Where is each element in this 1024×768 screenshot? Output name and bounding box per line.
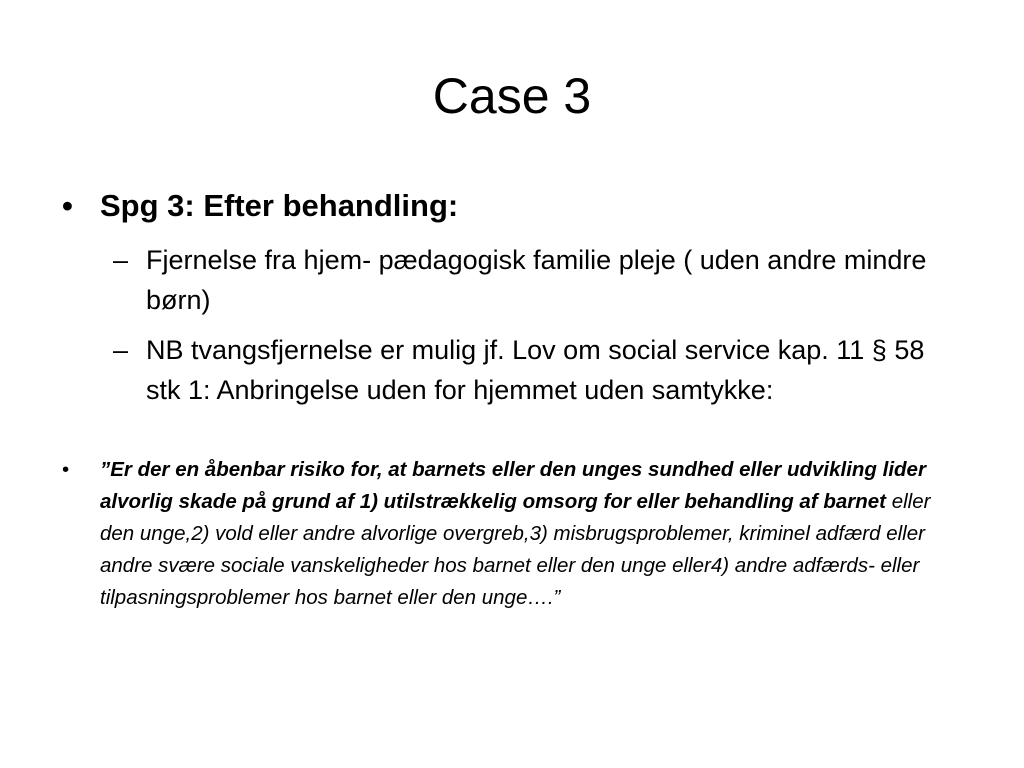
quote-text: [100, 454, 970, 614]
dash-icon: –: [113, 245, 129, 275]
sub-item-tvangsfjernelse-text: NB tvangsfjernelse er mulig jf. Lov om social service kap. 11 § 58 stk 1: Anbringelse uden for hjemmet uden samtykke:: [146, 335, 925, 405]
bullet-dot-icon: •: [62, 458, 70, 481]
bullet-dot-icon: •: [62, 188, 73, 223]
bullet-spg3-text: Spg 3: Efter behandling:: [100, 188, 459, 223]
slide-title: Case 3: [432, 68, 592, 124]
quote-bold-part: ”Er der en åbenbar risiko for, at barnets eller den unges sundhed eller udvikling lider alvorlig skade på grund af 1) utilstrækkelig omsorg for eller behandling af barnet: [100, 458, 926, 513]
sub-item-fjernelse-text: Fjernelse fra hjem- pædagogisk familie pleje ( uden andre mindre børn): [146, 245, 927, 315]
quote-rest-part: eller den unge,2) vold eller andre alvorlige overgreb,3) misbrugsproblemer, kriminel adfærd eller andre svære sociale vanskeligheder hos barnet eller den unge eller4) andre adfærds- eller tilpasningsproblemer hos barnet eller den unge….”: [100, 490, 931, 609]
dash-icon: –: [113, 335, 129, 365]
